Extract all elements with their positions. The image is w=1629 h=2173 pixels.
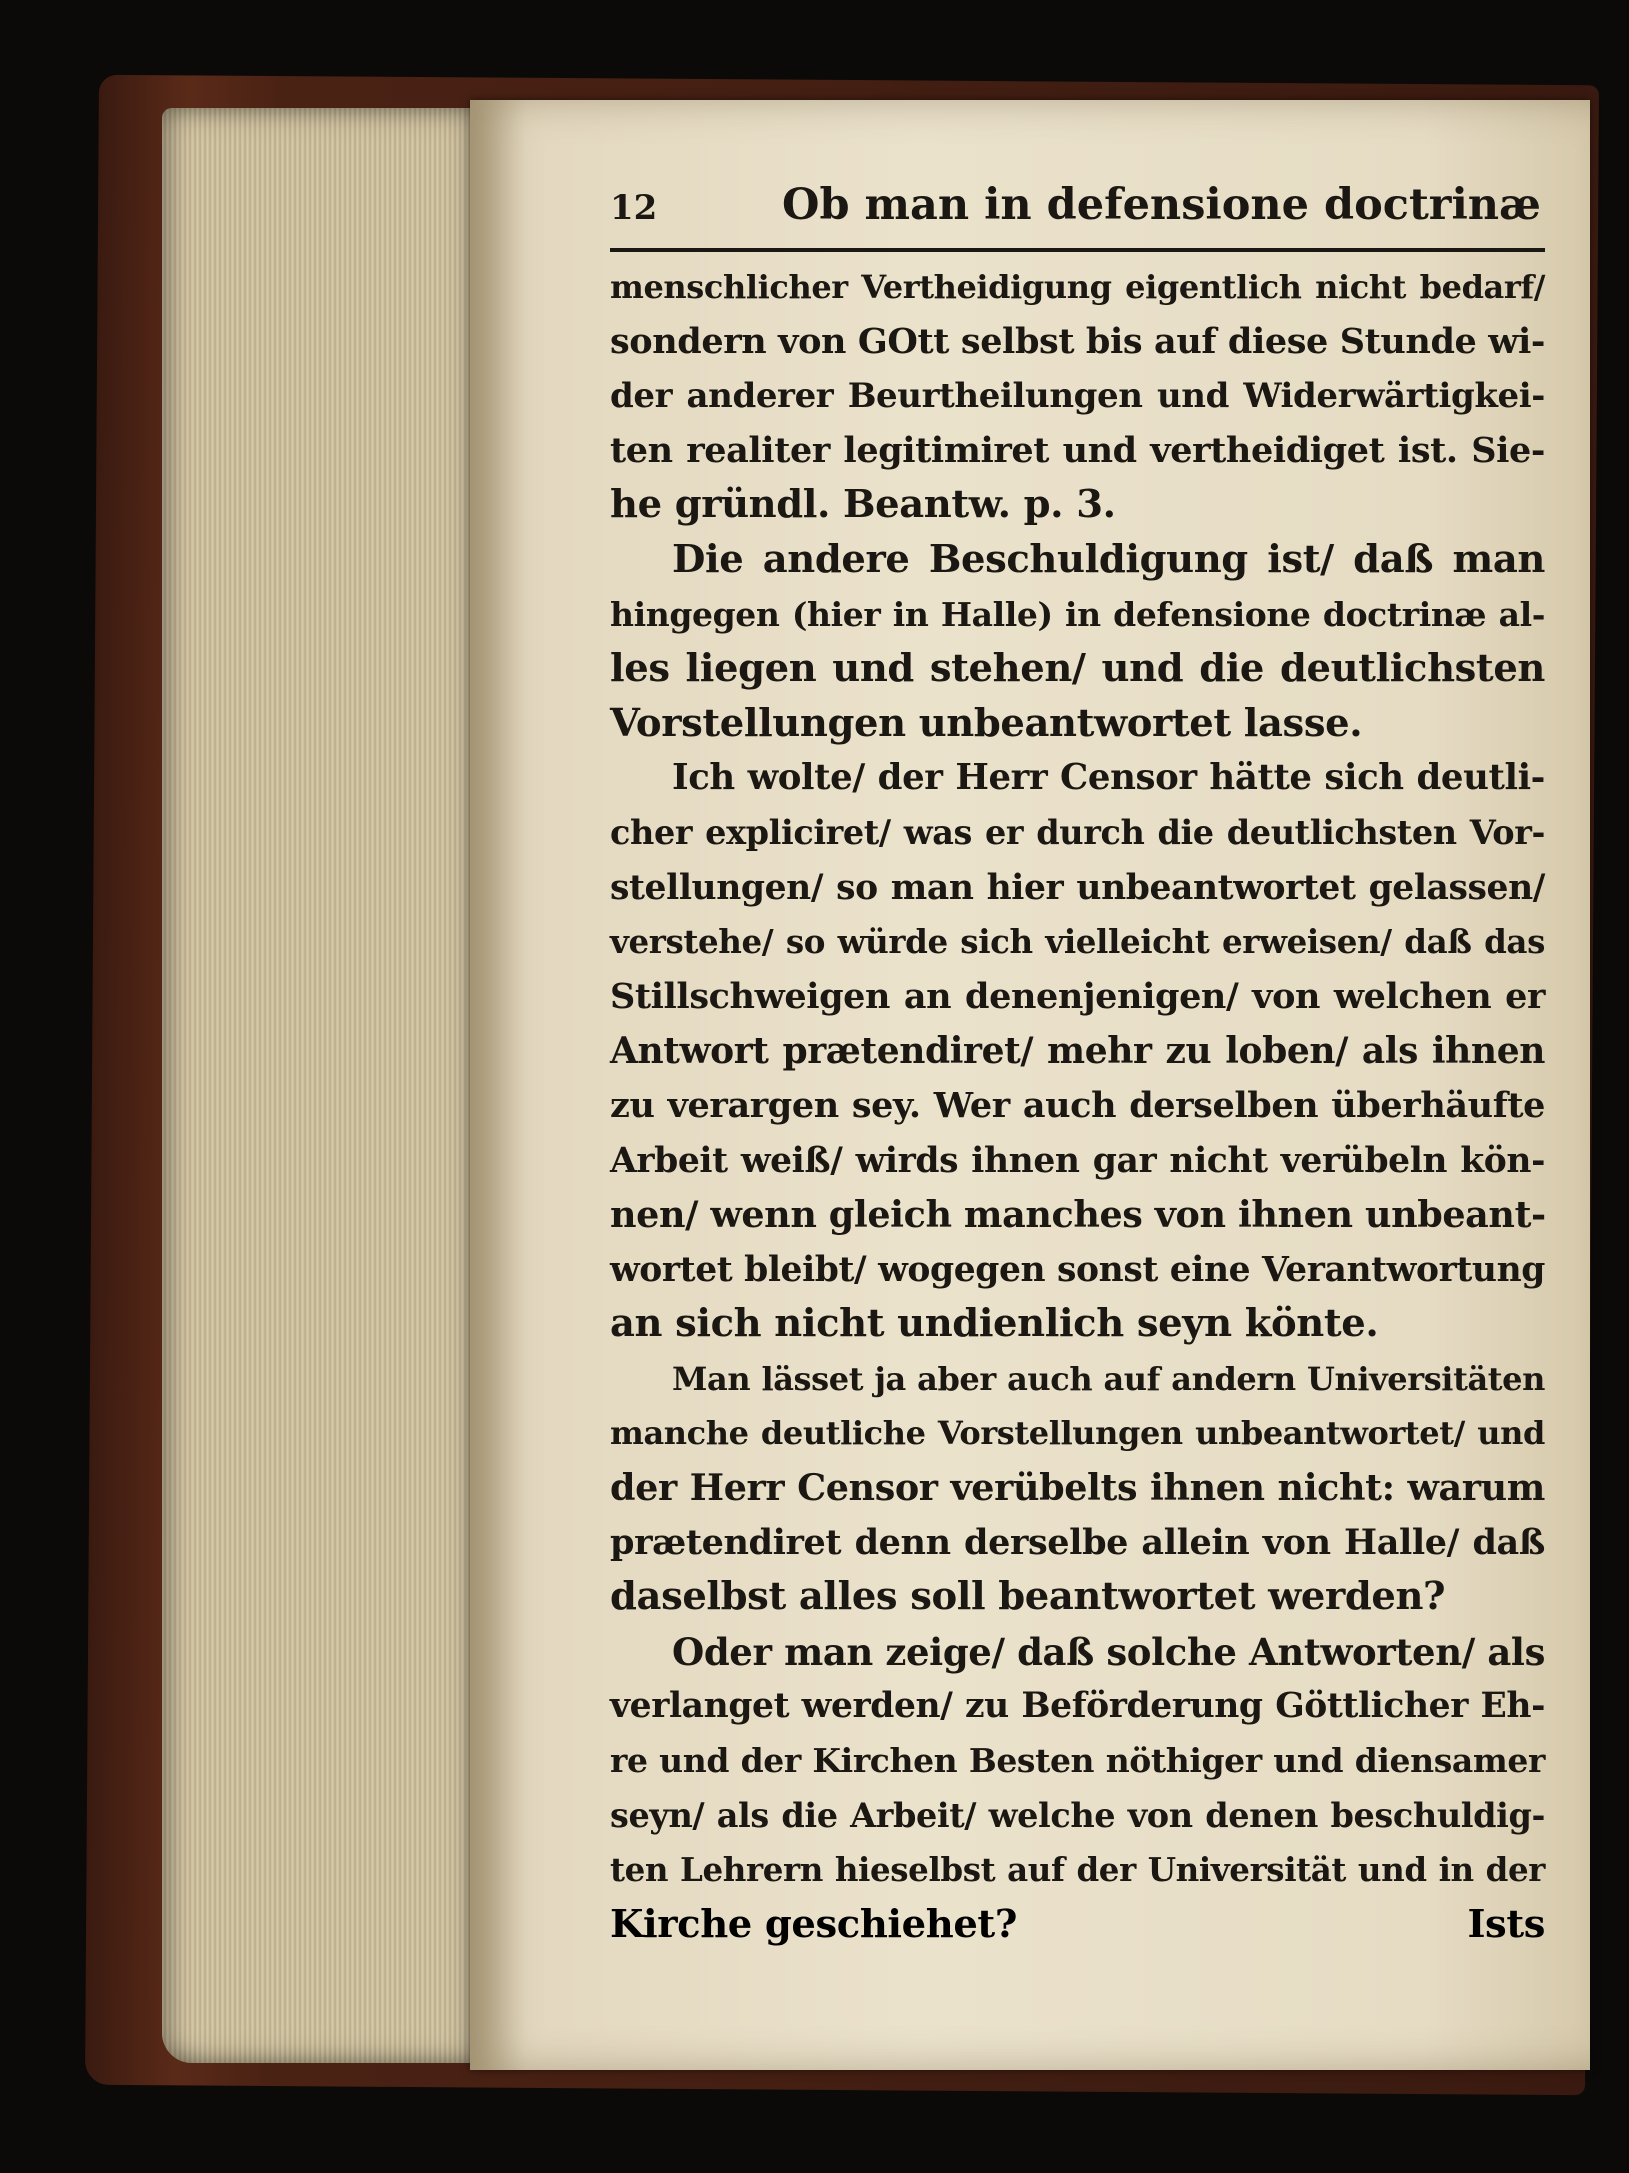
text-line: hingegen (hier in Halle) in defensione doctrinæ al-: [610, 594, 1545, 634]
running-head: Ob man in defensione doctrinæ: [782, 180, 1541, 230]
text-line: Vorstellungen unbeantwortet lasse.: [610, 700, 1363, 746]
text-line: Antwort prætendiret/ mehr zu loben/ als ihnen: [610, 1030, 1545, 1073]
text-line: daselbst alles soll beantwortet werden?: [610, 1574, 1446, 1620]
text-line: Stillschweigen an denenjenigen/ von welchen er: [610, 975, 1545, 1017]
header-rule: [610, 248, 1545, 252]
text-line: Man lässet ja aber auch auf andern Universitäten: [672, 1359, 1545, 1398]
text-line: Die andere Beschuldigung ist/ daß man: [672, 536, 1545, 582]
text-line: verstehe/ so würde sich vielleicht erweisen/ daß das: [610, 922, 1545, 962]
text-line: cher expliciret/ was er durch die deutlichsten Vor-: [610, 812, 1545, 852]
text-block: [610, 180, 1545, 1952]
text-line: an sich nicht undienlich seyn könte.: [610, 1301, 1379, 1347]
text-line: nen/ wenn gleich manches von ihnen unbeant-: [610, 1193, 1546, 1237]
text-line: verlanget werden/ zu Beförderung Göttlicher Eh-: [610, 1686, 1545, 1727]
page-header: [610, 180, 1545, 246]
page-number: 12: [610, 188, 658, 228]
text-line: Arbeit weiß/ wirds ihnen gar nicht verübeln kön-: [610, 1140, 1545, 1181]
text-line: Oder man zeige/ daß solche Antworten/ als: [672, 1629, 1545, 1674]
text-line: stellungen/ so man hier unbeantwortet gelassen/: [610, 867, 1545, 908]
last-line-text: Kirche geschiehet?: [610, 1901, 1017, 1947]
body-text: [610, 260, 1545, 1898]
text-line: der Herr Censor verübelts ihnen nicht: warum: [610, 1466, 1545, 1510]
text-line: Ich wolte/ der Herr Censor hätte sich deutli-: [672, 757, 1545, 799]
text-line: ten realiter legitimiret und vertheidiget ist. Sie-: [610, 429, 1545, 471]
text-line: he gründl. Beantw. p. 3.: [610, 482, 1116, 528]
text-line: ten Lehrern hieselbst auf der Universität und in der: [610, 1850, 1545, 1890]
book-page: [470, 100, 1590, 2070]
text-line: sondern von GOtt selbst bis auf diese Stunde wi-: [610, 320, 1545, 362]
final-line: [610, 1898, 1545, 1953]
text-line: der anderer Beurtheilungen und Widerwärtigkei-: [610, 376, 1545, 417]
text-line: zu verargen sey. Wer auch derselben überhäufte: [610, 1084, 1545, 1126]
text-line: re und der Kirchen Besten nöthiger und diensamer: [610, 1741, 1545, 1781]
text-line: seyn/ als die Arbeit/ welche von denen beschuldig-: [610, 1795, 1545, 1835]
text-line: menschlicher Vertheidigung eigentlich nicht bedarf/: [610, 268, 1545, 306]
text-line: wortet bleibt/ wogegen sonst eine Verantwortung: [610, 1249, 1545, 1290]
text-line: les liegen und stehen/ und die deutlichsten: [610, 646, 1545, 692]
page-block-edge: [162, 108, 492, 2063]
text-line: prætendiret denn derselbe allein von Halle/ daß: [610, 1521, 1545, 1563]
catchword: Ists: [1467, 1901, 1545, 1947]
text-line: manche deutliche Vorstellungen unbeantwortet/ und: [610, 1414, 1545, 1453]
